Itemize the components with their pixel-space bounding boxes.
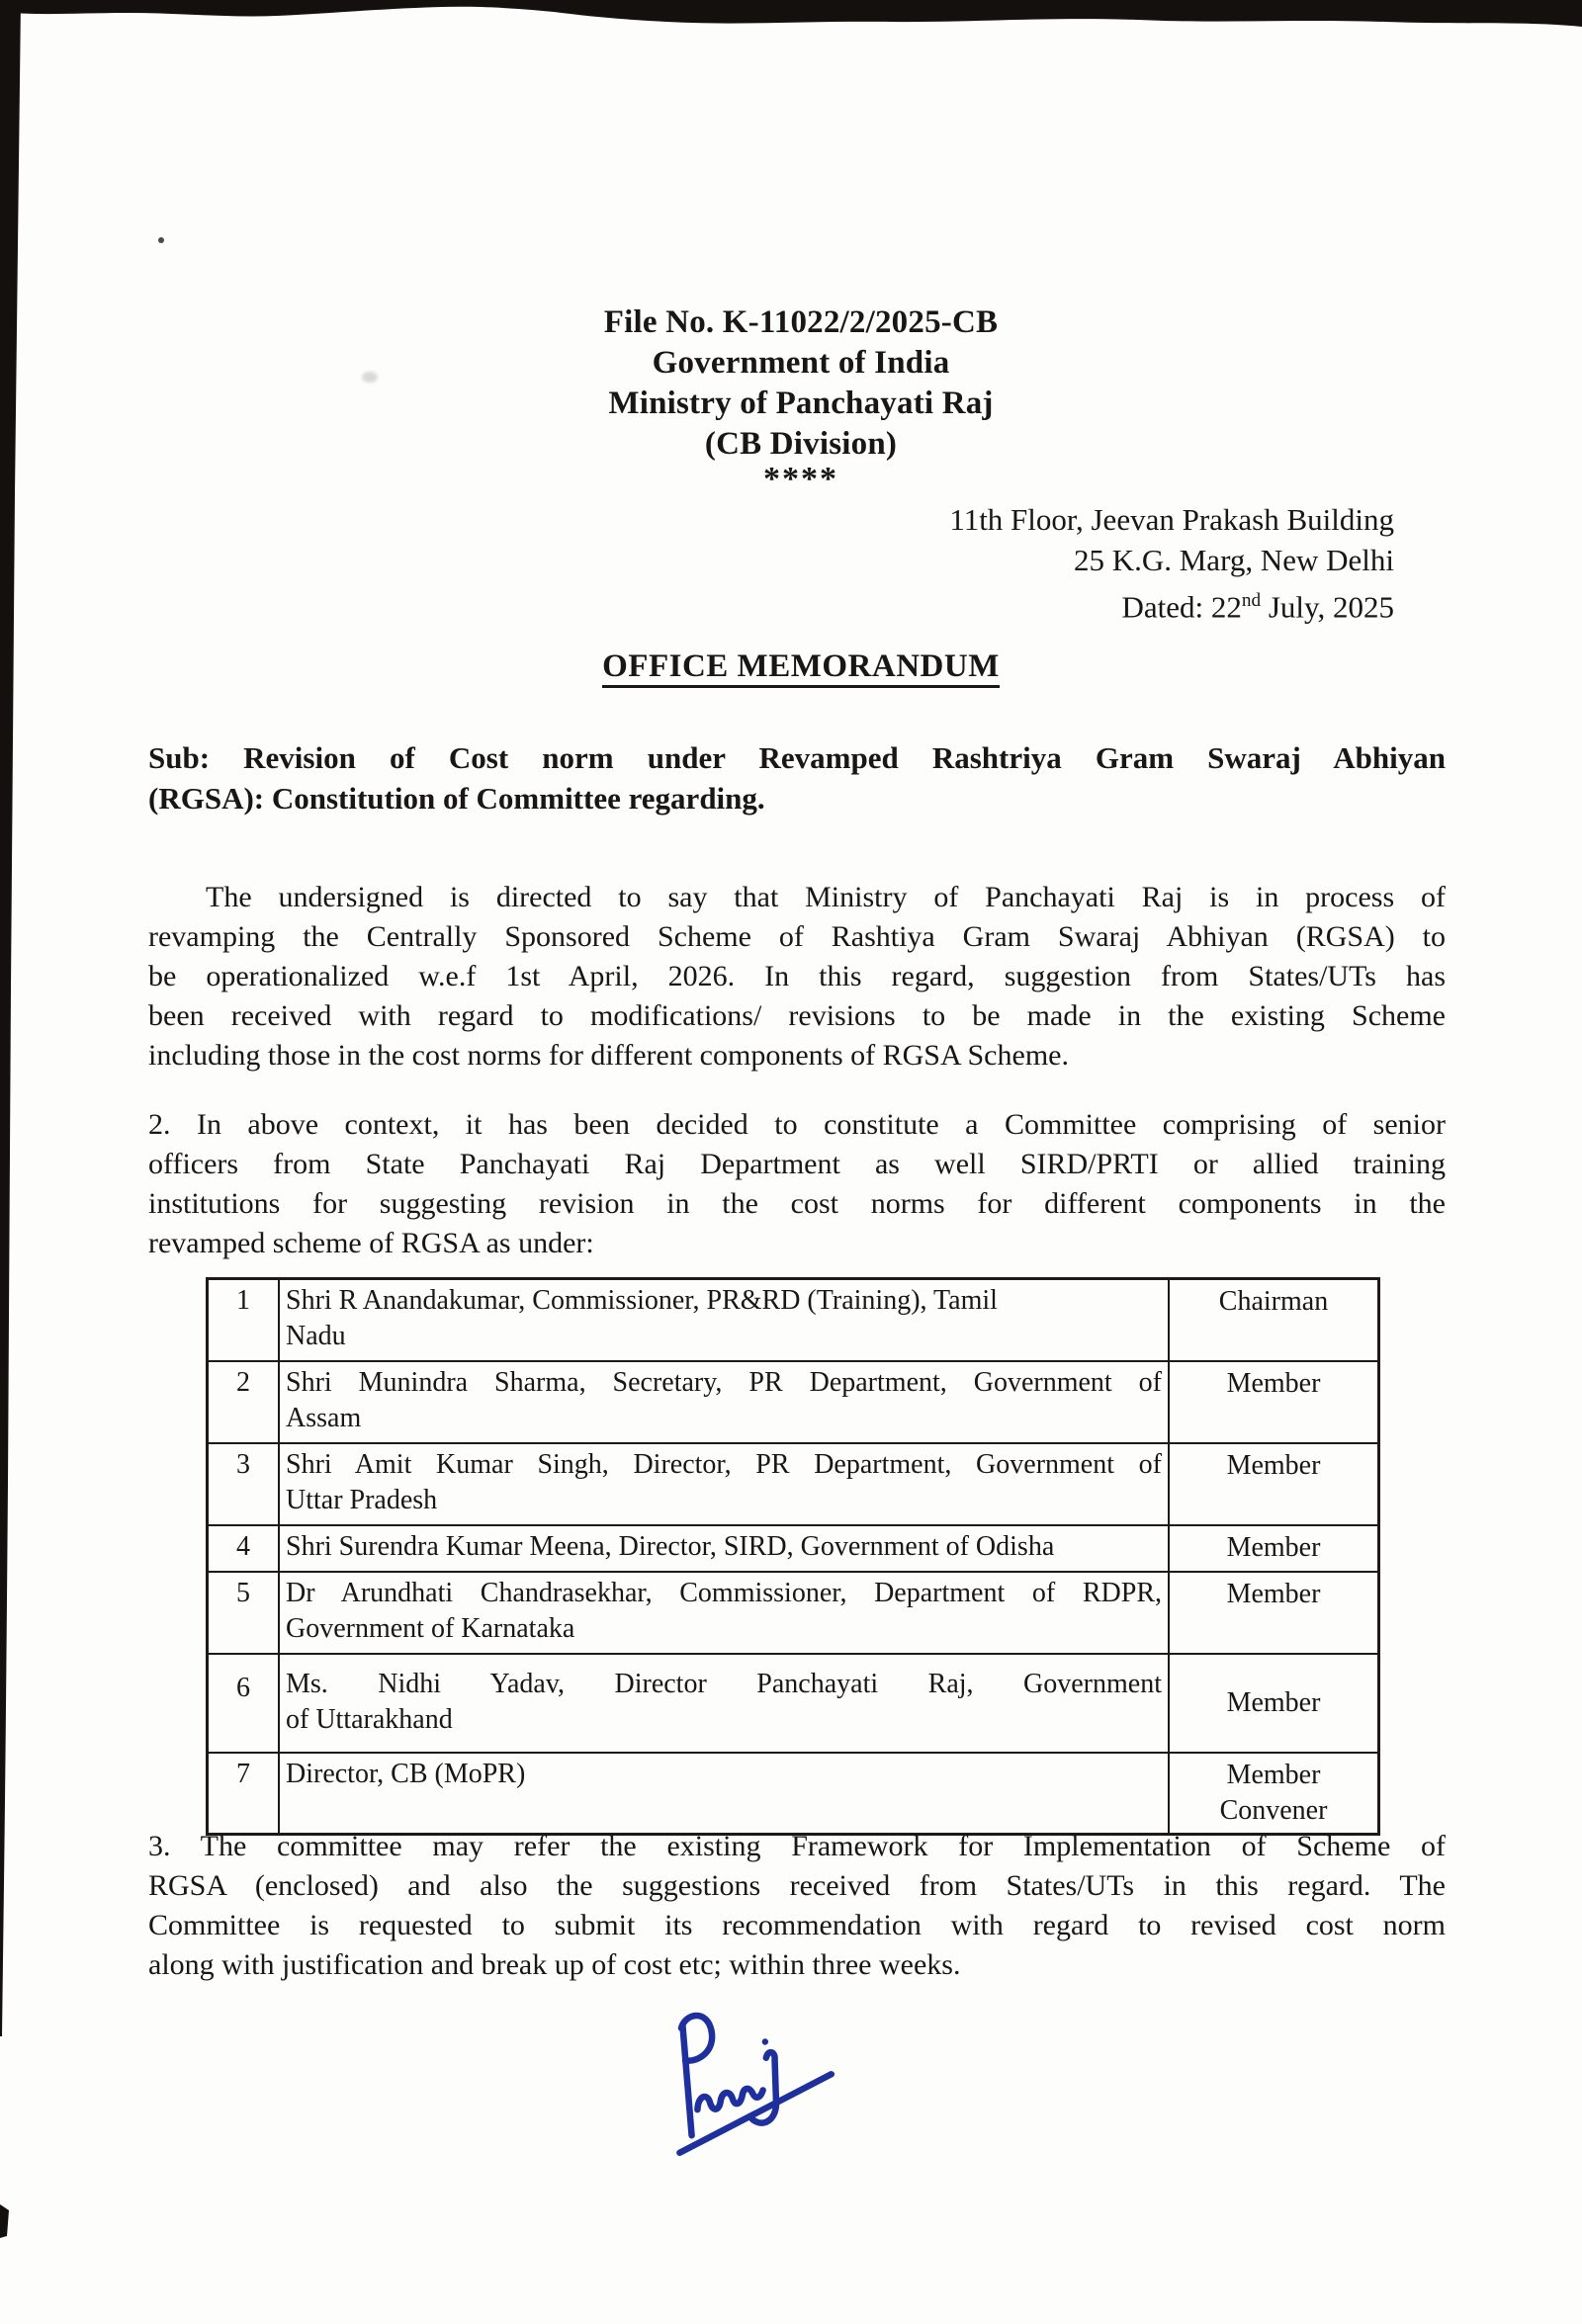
paragraph-1-line: been received with regard to modifications/ revisions to be made in the existing Scheme	[148, 999, 1446, 1032]
table-cell-sno: 7	[209, 1754, 280, 1833]
scan-edge-top	[0, 0, 1582, 32]
signature-ink	[635, 1993, 867, 2166]
paragraph-1-line: including those in the cost norms for different components of RGSA Scheme.	[148, 1039, 1069, 1072]
subject-block	[148, 737, 1446, 818]
table-cell-sno: 5	[209, 1573, 280, 1653]
document-title-text: OFFICE MEMORANDUM	[602, 648, 1000, 688]
paragraph-1-line: be operationalized w.e.f 1st April, 2026. In this regard, suggestion from States/UTs has	[148, 960, 1446, 992]
table-cell-member: Shri Surendra Kumar Meena, Director, SIRD, Government of Odisha	[280, 1526, 1170, 1571]
table-row	[209, 1653, 1377, 1752]
date-suffix: July, 2025	[1261, 589, 1394, 625]
table-row	[209, 1442, 1377, 1524]
document-title	[148, 648, 1453, 685]
ministry-line: Ministry of Panchayati Raj	[608, 386, 994, 421]
date-prefix: Dated: 22	[1121, 589, 1242, 625]
committee-table	[206, 1277, 1380, 1836]
table-cell-member: Shri R Anandakumar, Commissioner, PR&RD (Training), Tamil Nadu	[280, 1280, 1170, 1360]
division-line: (CB Division)	[704, 426, 898, 462]
address-block	[949, 499, 1394, 627]
table-cell-member: Ms. Nidhi Yadav, Director Panchayati Raj, Government of Uttarakhand	[280, 1655, 1170, 1752]
subject-line-2: (RGSA): Constitution of Committee regarding.	[148, 781, 765, 816]
stars-separator: ****	[763, 461, 838, 497]
table-cell-sno: 3	[209, 1444, 280, 1524]
paragraph-3	[148, 1827, 1446, 1985]
table-cell-sno: 2	[209, 1362, 280, 1442]
scan-speck	[158, 237, 164, 243]
scan-edge-left	[0, 0, 26, 2324]
letterhead	[148, 302, 1453, 497]
table-row	[209, 1571, 1377, 1653]
table-cell-role: Member	[1226, 1579, 1321, 1609]
file-number: File No. K-11022/2/2025-CB	[603, 304, 999, 340]
paragraph-1-line: The undersigned is directed to say that Ministry of Panchayati Raj is in process of	[206, 881, 1446, 913]
address-line-1: 11th Floor, Jeevan Prakash Building	[949, 502, 1394, 537]
paragraph-3-line: Committee is requested to submit its recommendation with regard to revised cost norm	[148, 1909, 1446, 1941]
date-line	[949, 580, 1394, 627]
paragraph-1	[148, 878, 1446, 1076]
table-cell-role: Chairman	[1218, 1286, 1329, 1317]
paragraph-2-line: revamped scheme of RGSA as under:	[148, 1227, 594, 1259]
table-cell-member: Shri Munindra Sharma, Secretary, PR Department, Government of Assam	[280, 1362, 1170, 1442]
paragraph-3-line: 3. The committee may refer the existing Framework for Implementation of Scheme of	[148, 1830, 1446, 1862]
table-cell-role: Member	[1226, 1450, 1321, 1481]
subject-line-1: Sub: Revision of Cost norm under Revamped Rashtriya Gram Swaraj Abhiyan	[148, 740, 1446, 775]
paragraph-2	[148, 1105, 1446, 1263]
table-row	[209, 1360, 1377, 1442]
table-cell-member: Shri Amit Kumar Singh, Director, PR Department, Government of Uttar Pradesh	[280, 1444, 1170, 1524]
table-cell-sno: 4	[209, 1526, 280, 1571]
table-cell-member: Dr Arundhati Chandrasekhar, Commissioner, Department of RDPR, Government of Karnataka	[280, 1573, 1170, 1653]
address-line-2: 25 K.G. Marg, New Delhi	[1073, 543, 1394, 577]
paragraph-2-line: 2. In above context, it has been decided to constitute a Committee comprising of senior	[148, 1108, 1446, 1141]
table-cell-role: Member	[1226, 1532, 1321, 1563]
paragraph-3-line: along with justification and break up of cost etc; within three weeks.	[148, 1948, 961, 1981]
paragraph-2-line: institutions for suggesting revision in the cost norms for different components in the	[148, 1187, 1446, 1220]
table-row	[209, 1752, 1377, 1833]
table-cell-sno: 6	[209, 1655, 280, 1752]
table-cell-member: Director, CB (MoPR)	[280, 1754, 1170, 1833]
table-row	[209, 1280, 1377, 1360]
paragraph-2-line: officers from State Panchayati Raj Department as well SIRD/PRTI or allied training	[148, 1148, 1446, 1180]
table-cell-sno: 1	[209, 1280, 280, 1360]
table-cell-role: Member	[1226, 1368, 1321, 1399]
government-line: Government of India	[652, 345, 950, 381]
paragraph-1-line: revamping the Centrally Sponsored Scheme of Rashtiya Gram Swaraj Abhiyan (RGSA) to	[148, 920, 1446, 953]
table-row	[209, 1524, 1377, 1571]
signature	[635, 1993, 867, 2166]
date-ordinal-suffix: nd	[1241, 590, 1262, 611]
table-cell-role: Member Convener	[1219, 1760, 1328, 1826]
table-cell-role: Member	[1226, 1687, 1321, 1718]
paragraph-3-line: RGSA (enclosed) and also the suggestions received from States/UTs in this regard. The	[148, 1869, 1446, 1902]
